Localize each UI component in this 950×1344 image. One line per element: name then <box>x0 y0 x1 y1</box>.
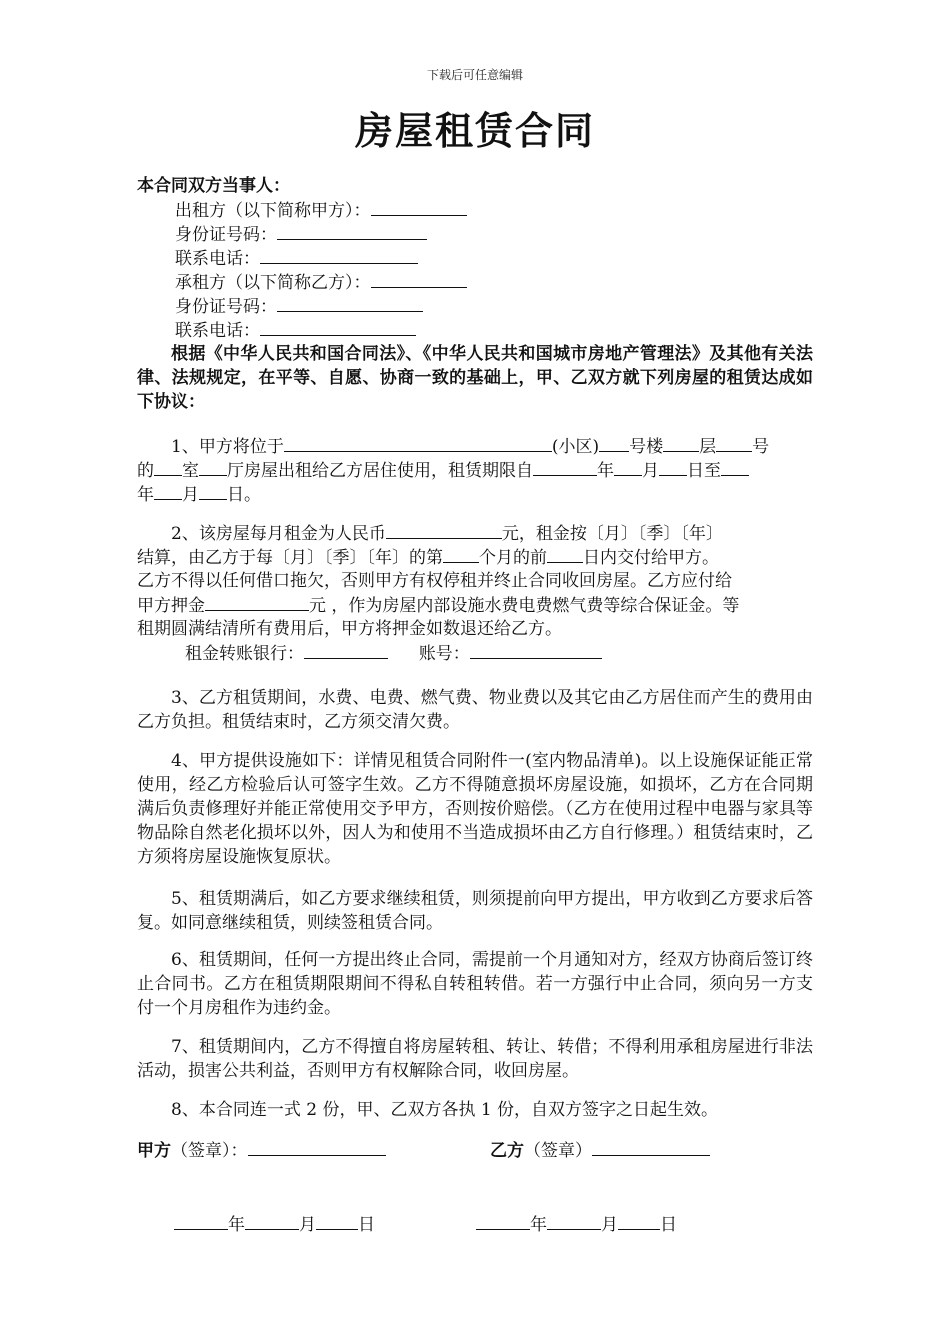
party-a-year-label: 年 <box>228 1215 245 1235</box>
clause1-text-a: 1、甲方将位于 <box>171 437 284 457</box>
party-b-signature <box>490 1136 710 1161</box>
clause2-text-g: 甲方押金 <box>137 596 205 616</box>
preamble: 根据《中华人民共和国合同法》、《中华人民共和国城市房地产管理法》及其他有关法律、法规规定，在平等、自愿、协商一致的基础上，甲、乙双方就下列房屋的租赁达成如下协议： <box>137 344 813 412</box>
clause-1 <box>137 434 813 506</box>
page-title: 房屋租赁合同 <box>354 109 595 153</box>
account-label: 账号： <box>418 644 470 664</box>
clause1-text-j: 月 <box>642 461 659 481</box>
end-day-blank[interactable] <box>199 482 227 500</box>
clause-3: 3、乙方租赁期间，水费、电费、燃气费、物业费以及其它由乙方居住而产生的费用由乙方负担。租赁结束时，乙方须交清欠费。 <box>137 688 813 732</box>
lessee-id-label: 身份证号码： <box>175 297 277 317</box>
clause2-text-c: 结算，由乙方于每〔月〕〔季〕〔年〕的第 <box>137 548 443 568</box>
party-b-date <box>476 1210 677 1235</box>
lessor-id-label: 身份证号码： <box>175 225 277 245</box>
start-month-blank[interactable] <box>614 458 642 476</box>
party-a-sign-blank[interactable] <box>248 1138 386 1156</box>
lessor-id-blank[interactable] <box>277 222 427 240</box>
party-a-year-blank[interactable] <box>174 1212 228 1230</box>
lessee-phone-label: 联系电话： <box>175 321 260 341</box>
party-b-month-label: 月 <box>601 1215 618 1235</box>
clause1-text-h: 厅房屋出租给乙方居住使用，租赁期限自 <box>227 461 533 481</box>
bank-blank[interactable] <box>304 641 388 659</box>
lessor-label: 出租方（以下简称甲方）： <box>175 201 371 221</box>
clause1-text-c: 号楼 <box>629 437 664 457</box>
parties-heading: 本合同双方当事人： <box>137 176 290 196</box>
lessee-blank[interactable] <box>371 270 467 288</box>
unit-blank[interactable] <box>716 434 752 452</box>
lessor-phone-row <box>137 246 813 270</box>
lessee-id-row <box>137 294 813 318</box>
lessor-row <box>137 198 813 222</box>
header-note: 下载后可任意编辑 <box>426 68 523 82</box>
lessor-phone-blank[interactable] <box>260 246 418 264</box>
clause-2 <box>137 521 813 665</box>
clause2-text-b: 元，租金按〔月〕〔季〕〔年〕 <box>501 524 723 544</box>
lessee-id-blank[interactable] <box>277 294 423 312</box>
party-a-seal-label: （签章）： <box>171 1141 248 1161</box>
party-a-day-label: 日 <box>358 1215 375 1235</box>
clause2-text-a: 2、该房屋每月租金为人民币 <box>171 524 386 544</box>
building-blank[interactable] <box>599 434 629 452</box>
start-year-blank[interactable] <box>533 458 597 476</box>
lessor-id-row <box>137 222 813 246</box>
lessor-blank[interactable] <box>371 198 467 216</box>
clause2-text-h: 元 ，作为房屋内部设施水费电费燃气费等综合保证金。等 <box>309 596 740 616</box>
party-a-day-blank[interactable] <box>316 1212 358 1230</box>
party-b-label: 乙方 <box>490 1141 524 1161</box>
lessee-phone-row <box>137 318 813 342</box>
party-b-sign-blank[interactable] <box>592 1138 710 1156</box>
clause1-text-n: 日。 <box>227 485 261 505</box>
lessee-label: 承租方（以下简称乙方）： <box>175 273 371 293</box>
party-a-month-blank[interactable] <box>245 1212 299 1230</box>
parties-section <box>137 174 813 414</box>
start-day-blank[interactable] <box>659 458 687 476</box>
end-month-blank[interactable] <box>154 482 182 500</box>
clause2-text-i: 租期圆满结清所有费用后，甲方将押金如数退还给乙方。 <box>137 619 562 639</box>
clause-6: 6、租赁期间，任何一方提出终止合同，需提前一个月通知对方，经双方协商后签订终止合同书。乙方在租赁期限期间不得私自转租转借。若一方强行中止合同，须向另一方支付一个月房租作为违约金。 <box>137 950 813 1018</box>
clause-5: 5、租赁期满后，如乙方要求继续租赁，则须提前向甲方提出，甲方收到乙方要求后答复。如同意继续租赁，则续签租赁合同。 <box>137 889 813 933</box>
party-b-year-label: 年 <box>530 1215 547 1235</box>
party-a-label: 甲方 <box>137 1141 171 1161</box>
clause2-text-f: 乙方不得以任何借口拖欠，否则甲方有权停租并终止合同收回房屋。乙方应付给 <box>137 571 732 591</box>
location-blank[interactable] <box>284 434 552 452</box>
lessee-row <box>137 270 813 294</box>
clause1-text-d: 层 <box>699 437 717 457</box>
payment-days-blank[interactable] <box>547 545 583 563</box>
end-year-blank-a[interactable] <box>721 458 749 476</box>
party-b-day-label: 日 <box>660 1215 677 1235</box>
party-b-day-blank[interactable] <box>618 1212 660 1230</box>
clause1-text-k: 日至 <box>687 461 721 481</box>
rent-amount-blank[interactable] <box>386 521 502 539</box>
deposit-blank[interactable] <box>205 593 309 611</box>
lessee-phone-blank[interactable] <box>260 318 416 336</box>
clause1-text-l: 年 <box>137 485 154 505</box>
clause-8: 8、本合同连一式 2 份，甲、乙双方各执 1 份，自双方签字之日起生效。 <box>171 1100 719 1120</box>
floor-blank[interactable] <box>663 434 699 452</box>
party-b-month-blank[interactable] <box>547 1212 601 1230</box>
party-a-date <box>174 1210 375 1235</box>
clause1-text-m: 月 <box>182 485 199 505</box>
clause1-text-f: 的 <box>137 461 154 481</box>
party-a-signature <box>137 1136 386 1161</box>
halls-blank[interactable] <box>199 458 227 476</box>
lessor-phone-label: 联系电话： <box>175 249 260 269</box>
party-b-seal-label: （签章） <box>524 1141 592 1161</box>
party-a-month-label: 月 <box>299 1215 316 1235</box>
clause2-text-e: 日内交付给甲方。 <box>583 548 719 568</box>
clause1-text-b: (小区) <box>551 437 600 457</box>
account-blank[interactable] <box>470 641 602 659</box>
clause-4: 4、甲方提供设施如下：详情见租赁合同附件一(室内物品清单)。以上设施保证能正常使用，经乙方检验后认可签字生效。乙方不得随意损坏房屋设施，如损坏，乙方在合同期满后负责修理好并能正常使用交予甲方，否则按价赔偿。（乙方在使用过程中电器与家具等物品除自然老化损坏以外，因人为和使用不当造成损坏由乙方自行修理。）租赁结束时，乙方须将房屋设施恢复原状。 <box>137 751 813 867</box>
rooms-blank[interactable] <box>154 458 182 476</box>
clause1-text-g: 室 <box>182 461 199 481</box>
bank-label: 租金转账银行： <box>185 644 304 664</box>
clause1-text-e: 号 <box>752 437 770 457</box>
payment-period-blank[interactable] <box>443 545 479 563</box>
clause1-text-i: 年 <box>597 461 614 481</box>
clause2-text-d: 个月的前 <box>479 548 547 568</box>
party-b-year-blank[interactable] <box>476 1212 530 1230</box>
clause-7: 7、租赁期间内，乙方不得擅自将房屋转租、转让、转借；不得利用承租房屋进行非法活动，损害公共利益，否则甲方有权解除合同，收回房屋。 <box>137 1037 813 1081</box>
